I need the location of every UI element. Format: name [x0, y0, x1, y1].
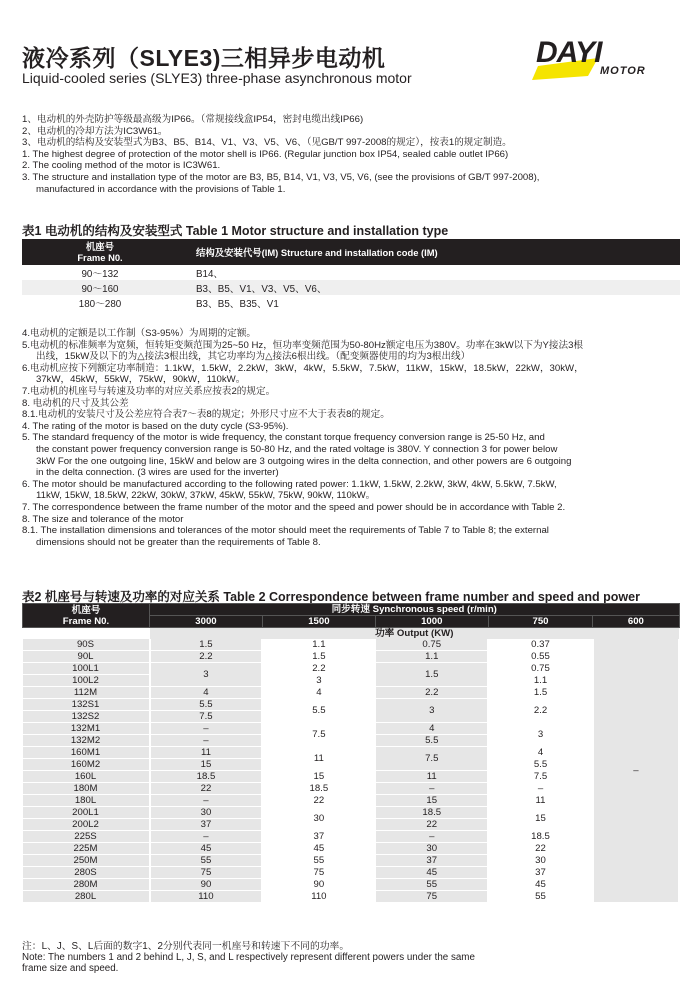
- frame-cell: 112M: [23, 687, 150, 699]
- table-row: [22, 265, 680, 280]
- frame-cell: 200L2: [23, 819, 150, 831]
- note-line: 8. The size and tolerance of the motor: [22, 513, 184, 525]
- logo-wordmark: DAYI: [536, 36, 602, 69]
- frame-cell: 280M: [23, 879, 150, 891]
- frame-cell: 100L1: [23, 663, 150, 675]
- power-cell: 3: [375, 699, 488, 723]
- note-line: 6.电动机应按下列额定功率制造：1.1kW，1.5kW，2.2kW，3kW，4kW，5.5kW，7.5kW，11kW，15kW，18.5kW，22kW，30kW，: [22, 362, 584, 374]
- power-cell: 30: [375, 843, 488, 855]
- power-cell: 1.5: [150, 639, 263, 651]
- power-cell: 1.5: [488, 687, 593, 699]
- power-cell: 3: [150, 663, 263, 687]
- power-cell: 37: [375, 855, 488, 867]
- note-line: in the delta connection. (3 wires are used for the inverter): [36, 467, 279, 479]
- power-cell: 15: [262, 771, 375, 783]
- power-cell: 4: [150, 687, 263, 699]
- power-cell: 45: [488, 879, 593, 891]
- note-line: 8.1.电动机的安装尺寸及公差应符合表7～表8的规定；外形尺寸应不大于表表8的规定。: [22, 409, 390, 421]
- power-cell: 5.5: [262, 699, 375, 723]
- intro-notes: [22, 114, 539, 195]
- note-line: 7.电动机的机座号与转速及功率的对应关系应按表2的规定。: [22, 385, 276, 397]
- power-cell: 110: [150, 891, 263, 903]
- power-cell: 2.2: [488, 699, 593, 723]
- intro-line: 1、电动机的外壳防护等级最高级为IP66。（常规接线盒IP54，密封电缆出线IP66): [22, 114, 364, 125]
- power-cell: 22: [262, 795, 375, 807]
- frame-cell: 90L: [23, 651, 150, 663]
- power-cell: 55: [262, 855, 375, 867]
- power-cell: 1.1: [488, 675, 593, 687]
- page-subtitle: Liquid-cooled series (SLYE3) three-phase asynchronous motor: [22, 70, 412, 86]
- note-line: 8. 电动机的尺寸及其公差: [22, 397, 129, 409]
- power-cell: 5.5: [375, 735, 488, 747]
- code-cell: B3、B5、V1、V3、V5、V6、: [178, 280, 680, 295]
- table1-frame-header: 机座号 Frame N0.: [22, 239, 178, 265]
- frame-cell: 160L: [23, 771, 150, 783]
- power-cell: 22: [375, 819, 488, 831]
- table-row: [23, 771, 680, 783]
- frame-cell: 200L1: [23, 807, 150, 819]
- table-row: [22, 295, 680, 310]
- frame-cell: 180～280: [78, 298, 122, 310]
- power-cell: –: [488, 783, 593, 795]
- code-cell: B14、: [196, 268, 224, 280]
- table-row: [23, 891, 680, 903]
- frame-cell: 160M1: [23, 747, 150, 759]
- speed-header-cell: 750: [488, 616, 593, 628]
- intro-line: manufactured in accordance with the provisions of Table 1.: [36, 183, 286, 195]
- table-row: [23, 855, 680, 867]
- power-cell: 30: [262, 807, 375, 831]
- table-row: [23, 663, 680, 675]
- frame-cell: 225M: [23, 843, 150, 855]
- power-cell: 18.5: [150, 771, 263, 783]
- note-line: the constant power frequency conversion range is 50-80 Hz, and the rated voltage is 380V. Y connection 3 for power below: [36, 443, 558, 455]
- power-cell: 55: [488, 891, 593, 903]
- power-cell: 75: [375, 891, 488, 903]
- power-cell: 0.75: [375, 639, 488, 651]
- power-cell: 2.2: [375, 687, 488, 699]
- power-cell: 1.5: [262, 651, 375, 663]
- power-cell: 22: [150, 783, 263, 795]
- note-line: 37kW，45kW，55kW，75kW，90kW，110kW。: [36, 374, 246, 386]
- power-cell: 5.5: [150, 699, 263, 711]
- table-row: [23, 723, 680, 735]
- power-cell: 1.1: [262, 639, 375, 651]
- frame-cell: 90S: [23, 639, 150, 651]
- note-line: 8.1. The installation dimensions and tolerances of the motor should meet the requirements of Table 7 to Table 8; the external: [22, 525, 549, 537]
- frame-cell: 132S2: [23, 711, 150, 723]
- frame-cell: 90～160: [22, 280, 178, 295]
- power-cell: 7.5: [262, 723, 375, 747]
- table-row: [23, 831, 680, 843]
- speed-header-cell: 600: [593, 616, 679, 628]
- frame-cell: 160M2: [23, 759, 150, 771]
- power-cell: 55: [150, 855, 263, 867]
- footnote-line: 注：L、J、S、L后面的数字1、2分别代表同一机座号和转速下不同的功率。: [22, 941, 350, 952]
- table-row: [23, 687, 680, 699]
- frame-cell: 132M2: [23, 735, 150, 747]
- note-line: 3kW For the one outgoing line, 15kW and below are 3 outgoing wires in the delta connection, and other powers are 6 outgoing: [36, 455, 572, 467]
- power-cell: –: [375, 831, 488, 843]
- power-cell: 15: [375, 795, 488, 807]
- power-cell: 75: [262, 867, 375, 879]
- note-line: 出线，15kW及以下的为△接法3根出线，其它功率均为△接法6根出线。（配变频器使用的均为3根出线）: [36, 351, 471, 363]
- power-cell: 37: [488, 867, 593, 879]
- table-row: [23, 675, 680, 687]
- power-cell: 18.5: [488, 831, 593, 843]
- table-row: [23, 843, 680, 855]
- frame-cell: 132M1: [23, 723, 150, 735]
- frame-cell: 225S: [23, 831, 150, 843]
- power-cell: 2.2: [150, 651, 263, 663]
- power-cell: 18.5: [375, 807, 488, 819]
- note-line: 5. The standard frequency of the motor is wide frequency, the constant torque frequency conversion range is 25-50 Hz, and: [22, 432, 545, 444]
- spec-notes: [22, 328, 584, 548]
- power-cell: 2.2: [262, 663, 375, 675]
- logo-subtext: MOTOR: [600, 65, 646, 77]
- power-cell: 7.5: [488, 771, 593, 783]
- power-cell: 45: [150, 843, 263, 855]
- frame-cell: 132S1: [23, 699, 150, 711]
- note-line: 4. The rating of the motor is based on the duty cycle (S3-95%).: [22, 420, 289, 432]
- speed-header-cell: 1500: [262, 616, 375, 628]
- table2-title: 表2 机座号与转速及功率的对应关系 Table 2 Correspondence between frame number and speed and power: [22, 590, 640, 604]
- power-cell: 11: [150, 747, 263, 759]
- power-cell: 3: [488, 723, 593, 747]
- intro-line: 2. The cooling method of the motor is IC3W61.: [22, 160, 221, 172]
- power-cell: 75: [150, 867, 263, 879]
- power-cell: 4: [375, 723, 488, 735]
- frame-cell: 280S: [23, 867, 150, 879]
- table2-frame-header: 机座号 Frame N0.: [23, 604, 150, 628]
- power-cell: 7.5: [150, 711, 263, 723]
- power-cell: 55: [375, 879, 488, 891]
- power-cell: 11: [375, 771, 488, 783]
- note-line: 11kW, 15kW, 18.5kW, 22kW, 30kW, 37kW, 45kW, 55kW, 75kW, 90kW, 110kW。: [36, 490, 376, 502]
- table-row: [23, 795, 680, 807]
- table-row: [23, 867, 680, 879]
- power-cell: 30: [150, 807, 263, 819]
- power-cell: 1.1: [375, 651, 488, 663]
- table2-speed-header: 同步转速 Synchronous speed (r/min): [150, 604, 680, 616]
- footnote: [22, 941, 475, 974]
- note-line: dimensions should not be greater than the requirements of Table 8.: [36, 536, 321, 548]
- power-cell: –: [150, 723, 263, 735]
- speed-power-table: [22, 603, 680, 903]
- intro-line: 1. The highest degree of protection of the motor shell is IP66. (Regular junction box IP54, sealed cable outlet IP66): [22, 148, 509, 160]
- power-cell: 5.5: [488, 759, 593, 771]
- power-cell: –: [593, 639, 679, 903]
- frame-cell: 90～132: [81, 268, 119, 280]
- power-cell: –: [150, 831, 263, 843]
- note-line: 6. The motor should be manufactured according to the following rated power: 1.1kW, 1.5kW, 2.2kW, 3kW, 4kW, 5.5kW, 7.5kW,: [22, 478, 557, 490]
- power-cell: 3: [262, 675, 375, 687]
- speed-header-cell: 3000: [150, 616, 263, 628]
- power-cell: 15: [488, 807, 593, 831]
- note-line: 7. The correspondence between the frame number of the motor and the speed and power should be in accordance with Table 2.: [22, 501, 566, 513]
- speed-header-cell: 1000: [375, 616, 488, 628]
- power-cell: 0.75: [488, 663, 593, 675]
- power-cell: 45: [375, 867, 488, 879]
- frame-cell: 250M: [23, 855, 150, 867]
- note-line: 4.电动机的定额是以工作制（S3-95%）为周期的定额。: [22, 328, 257, 339]
- frame-cell: 180L: [23, 795, 150, 807]
- structure-table: [22, 239, 680, 310]
- power-cell: 37: [262, 831, 375, 843]
- power-cell: 30: [488, 855, 593, 867]
- power-cell: 11: [488, 795, 593, 807]
- intro-line: 3. The structure and installation type of the motor are B3, B5, B14, V1, V3, V5, V6, (see the provisions of GB/T 997-2008),: [22, 171, 540, 183]
- intro-line: 3、电动机的结构及安装型式为B3、B5、B14、V1、V3、V5、V6、（见GB/T 997-2008的规定），按表1的规定制造。: [22, 137, 512, 149]
- power-cell: –: [150, 735, 263, 747]
- table-row: [22, 280, 680, 295]
- power-cell: 11: [262, 747, 375, 771]
- power-cell: 7.5: [375, 747, 488, 771]
- page-title: 液冷系列（SLYE3)三相异步电动机: [22, 45, 386, 71]
- power-cell: 4: [488, 747, 593, 759]
- table-row: [23, 651, 680, 663]
- power-cell: 37: [150, 819, 263, 831]
- intro-line: 2、电动机的冷却方法为IC3W61。: [22, 125, 168, 137]
- power-cell: 1.5: [375, 663, 488, 687]
- frame-cell: 180M: [23, 783, 150, 795]
- power-cell: –: [375, 783, 488, 795]
- table-row: [23, 699, 680, 711]
- power-cell: 90: [262, 879, 375, 891]
- table-row: [23, 747, 680, 759]
- power-cell: 4: [262, 687, 375, 699]
- power-cell: 0.37: [488, 639, 593, 651]
- power-cell: –: [150, 795, 263, 807]
- power-cell: 18.5: [262, 783, 375, 795]
- power-cell: 15: [150, 759, 263, 771]
- code-cell: B3、B5、B35、V1: [196, 298, 279, 310]
- frame-cell: 100L2: [23, 675, 150, 687]
- note-line: 5.电动机的标准频率为宽频，恒转矩变频范围为25~50 Hz，恒功率变频范围为50-80Hz额定电压为380V。功率在3kW以下为Y接法3根: [22, 339, 584, 351]
- table1-title: 表1 电动机的结构及安装型式 Table 1 Motor structure and installation type: [22, 224, 449, 238]
- table-row: [23, 783, 680, 795]
- power-cell: 0.55: [488, 651, 593, 663]
- table2-output-header: 功率 Output (KW): [150, 628, 680, 640]
- power-cell: 45: [262, 843, 375, 855]
- frame-cell: 280L: [23, 891, 150, 903]
- table-row: [23, 879, 680, 891]
- power-cell: 90: [150, 879, 263, 891]
- footnote-line: Note: The numbers 1 and 2 behind L, J, S, and L respectively represent different powers under the same: [22, 952, 475, 963]
- table-row: [23, 807, 680, 819]
- table-row: [23, 639, 680, 651]
- table1-code-header: 结构及安装代号(IM) Structure and installation code (IM): [178, 239, 680, 265]
- power-cell: 22: [488, 843, 593, 855]
- power-cell: 110: [262, 891, 375, 903]
- footnote-line: frame size and speed.: [22, 963, 119, 974]
